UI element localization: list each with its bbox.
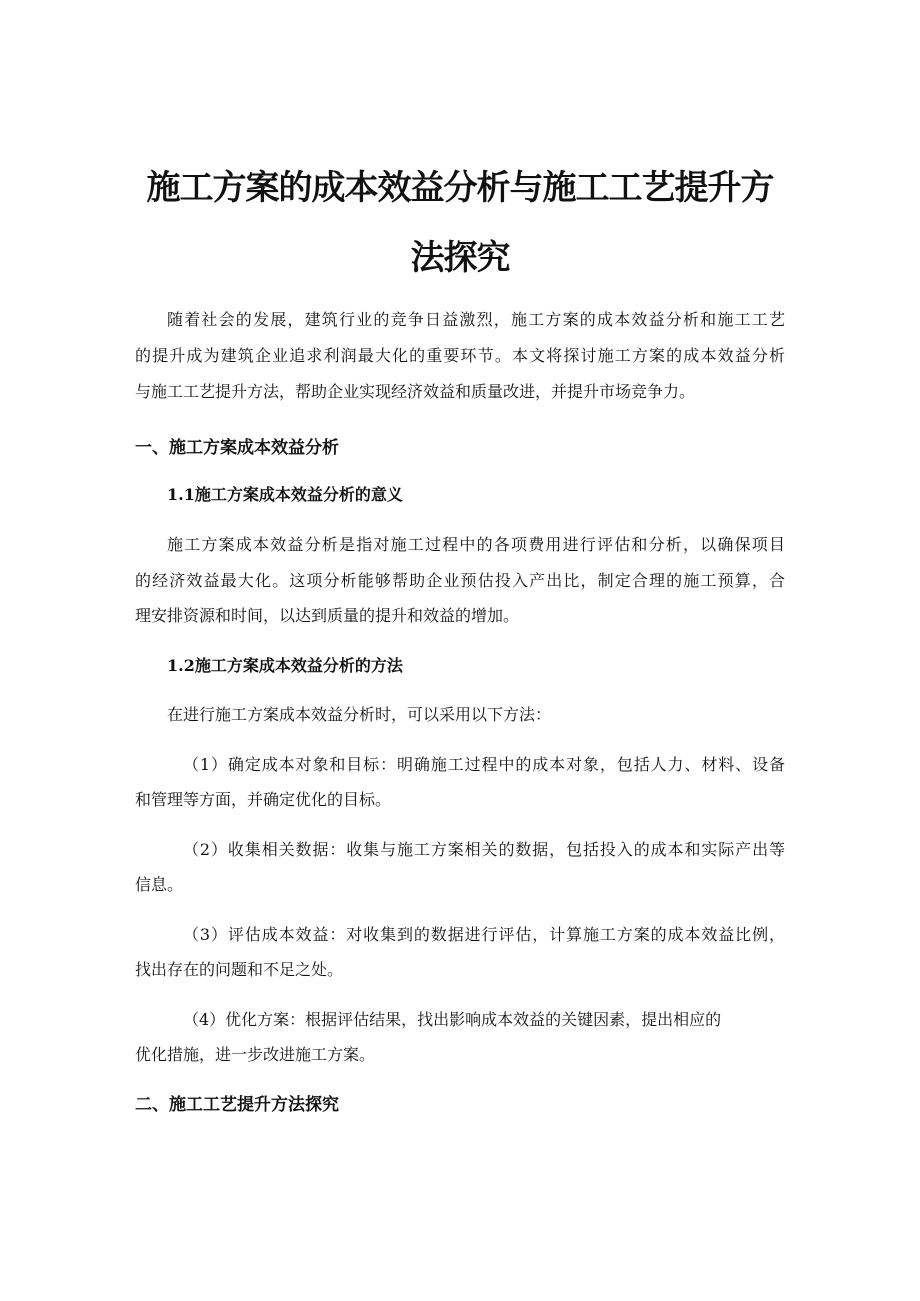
sub1-line-1: 施工方案成本效益分析是指对施工过程中的各项费用进行评估和分析，以确保项目	[167, 535, 785, 554]
document-title-line-2: 法探究	[410, 238, 510, 278]
intro-line-3: 与施工工艺提升方法，帮助企业实现经济效益和质量改进，并提升市场竞争力。	[135, 382, 696, 401]
intro-line-2: 的提升成为建筑企业追求利润最大化的重要环节。本文将探讨施工方案的成本效益分析	[135, 346, 785, 365]
method-item-3-line-2: 找出存在的问题和不足之处。	[135, 960, 344, 979]
sub1-line-2: 的经济效益最大化。这项分析能够帮助企业预估投入产出比，制定合理的施工预算，合	[135, 571, 785, 590]
method-item-1-line-1: （1）确定成本对象和目标：明确施工过程中的成本对象，包括人力、材料、设备	[183, 755, 785, 774]
subsection-1-2-heading: 1.2施工方案成本效益分析的方法	[167, 656, 403, 675]
method-item-3-line-1: （3）评估成本效益：对收集到的数据进行评估，计算施工方案的成本效益比例，	[183, 925, 785, 944]
method-item-2-line-2: 信息。	[135, 875, 184, 894]
method-item-2-line-1: （2）收集相关数据：收集与施工方案相关的数据，包括投入的成本和实际产出等	[183, 840, 785, 859]
section-1-heading: 一、施工方案成本效益分析	[135, 438, 339, 458]
subsection-1-1-heading: 1.1施工方案成本效益分析的意义	[167, 485, 403, 504]
method-item-4-line-2: 优化措施，进一步改进施工方案。	[135, 1045, 376, 1064]
intro-line-1: 随着社会的发展，建筑行业的竞争日益激烈，施工方案的成本效益分析和施工工艺	[167, 310, 785, 329]
sub2-lead: 在进行施工方案成本效益分析时，可以采用以下方法：	[167, 705, 552, 724]
sub1-line-3: 理安排资源和时间，以达到质量的提升和效益的增加。	[135, 606, 520, 625]
method-item-1-line-2: 和管理等方面，并确定优化的目标。	[135, 790, 392, 809]
section-2-heading: 二、施工工艺提升方法探究	[135, 1095, 339, 1115]
document-title-line-1: 施工方案的成本效益分析与施工工艺提升方	[146, 168, 774, 208]
method-item-4-line-1: （4）优化方案：根据评估结果，找出影响成本效益的关键因素，提出相应的	[183, 1010, 722, 1029]
